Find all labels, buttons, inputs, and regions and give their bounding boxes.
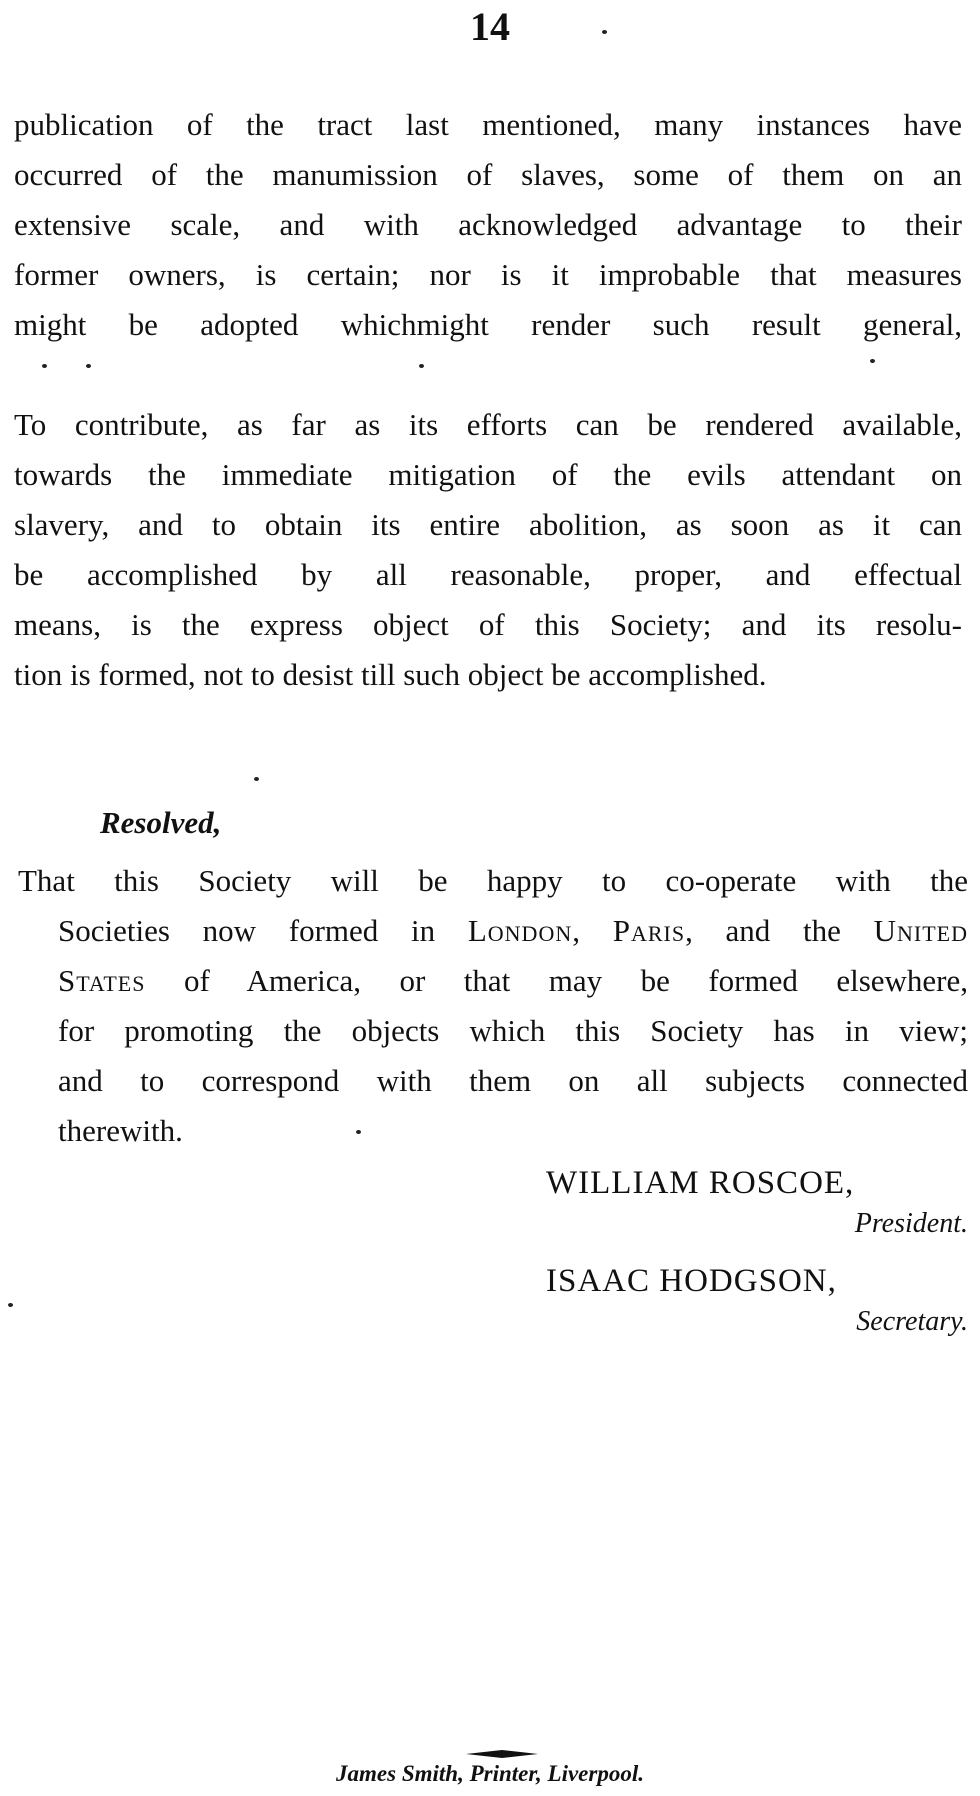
stray-mark xyxy=(86,364,91,368)
text-line: therewith. xyxy=(58,1113,183,1148)
text-line: To contribute, as far as its efforts can be rendered available, xyxy=(14,407,962,442)
resolution-text xyxy=(18,856,968,1156)
text-line: slavery, and to obtain its entire abolition, as soon as it can xyxy=(14,507,962,542)
text-line: for promoting the objects which this Society has in view; xyxy=(58,1013,968,1048)
text-line: and to correspond with them on all subjects connected xyxy=(58,1063,968,1098)
text-line: towards the immediate mitigation of the evils attendant on xyxy=(14,457,962,492)
stray-mark xyxy=(870,359,875,363)
text-line: occurred of the manumission of slaves, some of them on an xyxy=(14,157,962,192)
city-paris: Paris xyxy=(612,913,686,948)
text-line: publication of the tract last mentioned, many instances have xyxy=(14,107,962,142)
resolved-heading: Resolved, xyxy=(100,805,222,840)
text-line xyxy=(18,956,968,1006)
signatory-name: ISAAC HODGSON, xyxy=(546,1263,837,1299)
text-fragment: of America, or that may be formed elsewhere, xyxy=(145,963,968,998)
stray-mark xyxy=(254,777,259,781)
city-london: London xyxy=(467,913,573,948)
text-line: tion is formed, not to desist till such object be accomplished. xyxy=(14,657,767,692)
signature-president xyxy=(546,1160,976,1242)
stray-mark xyxy=(602,30,607,34)
text-fragment: , and the xyxy=(685,913,874,948)
signature-secretary xyxy=(546,1258,976,1340)
paragraph-continuation xyxy=(14,100,962,350)
printer-imprint: James Smith, Printer, Liverpool. xyxy=(336,1761,644,1786)
country-states: States xyxy=(58,963,146,998)
signatory-title: President. xyxy=(854,1208,968,1239)
country-united: United xyxy=(873,913,969,948)
stray-mark xyxy=(8,1303,13,1307)
stray-mark xyxy=(419,364,424,368)
text-line: extensive scale, and with acknowledged advantage to their xyxy=(14,207,962,242)
text-fragment: Societies now formed in xyxy=(58,913,468,948)
signatory-name: WILLIAM ROSCOE, xyxy=(546,1165,855,1201)
text-line: means, is the express object of this Society; and its resolu- xyxy=(14,607,962,642)
text-line: be accomplished by all reasonable, proper, and effectual xyxy=(14,557,962,592)
text-line: That this Society will be happy to co-operate with the xyxy=(18,863,968,898)
text-fragment: , xyxy=(572,913,613,948)
paragraph-object-of-society xyxy=(14,400,962,700)
text-line xyxy=(18,906,968,956)
stray-mark xyxy=(42,364,47,368)
text-line: former owners, is certain; nor is it improbable that measures xyxy=(14,257,962,292)
text-line: might be adopted whichmight render such result general, xyxy=(14,307,962,342)
signatory-title: Secretary. xyxy=(856,1306,968,1337)
page-number: 14 xyxy=(470,4,510,49)
